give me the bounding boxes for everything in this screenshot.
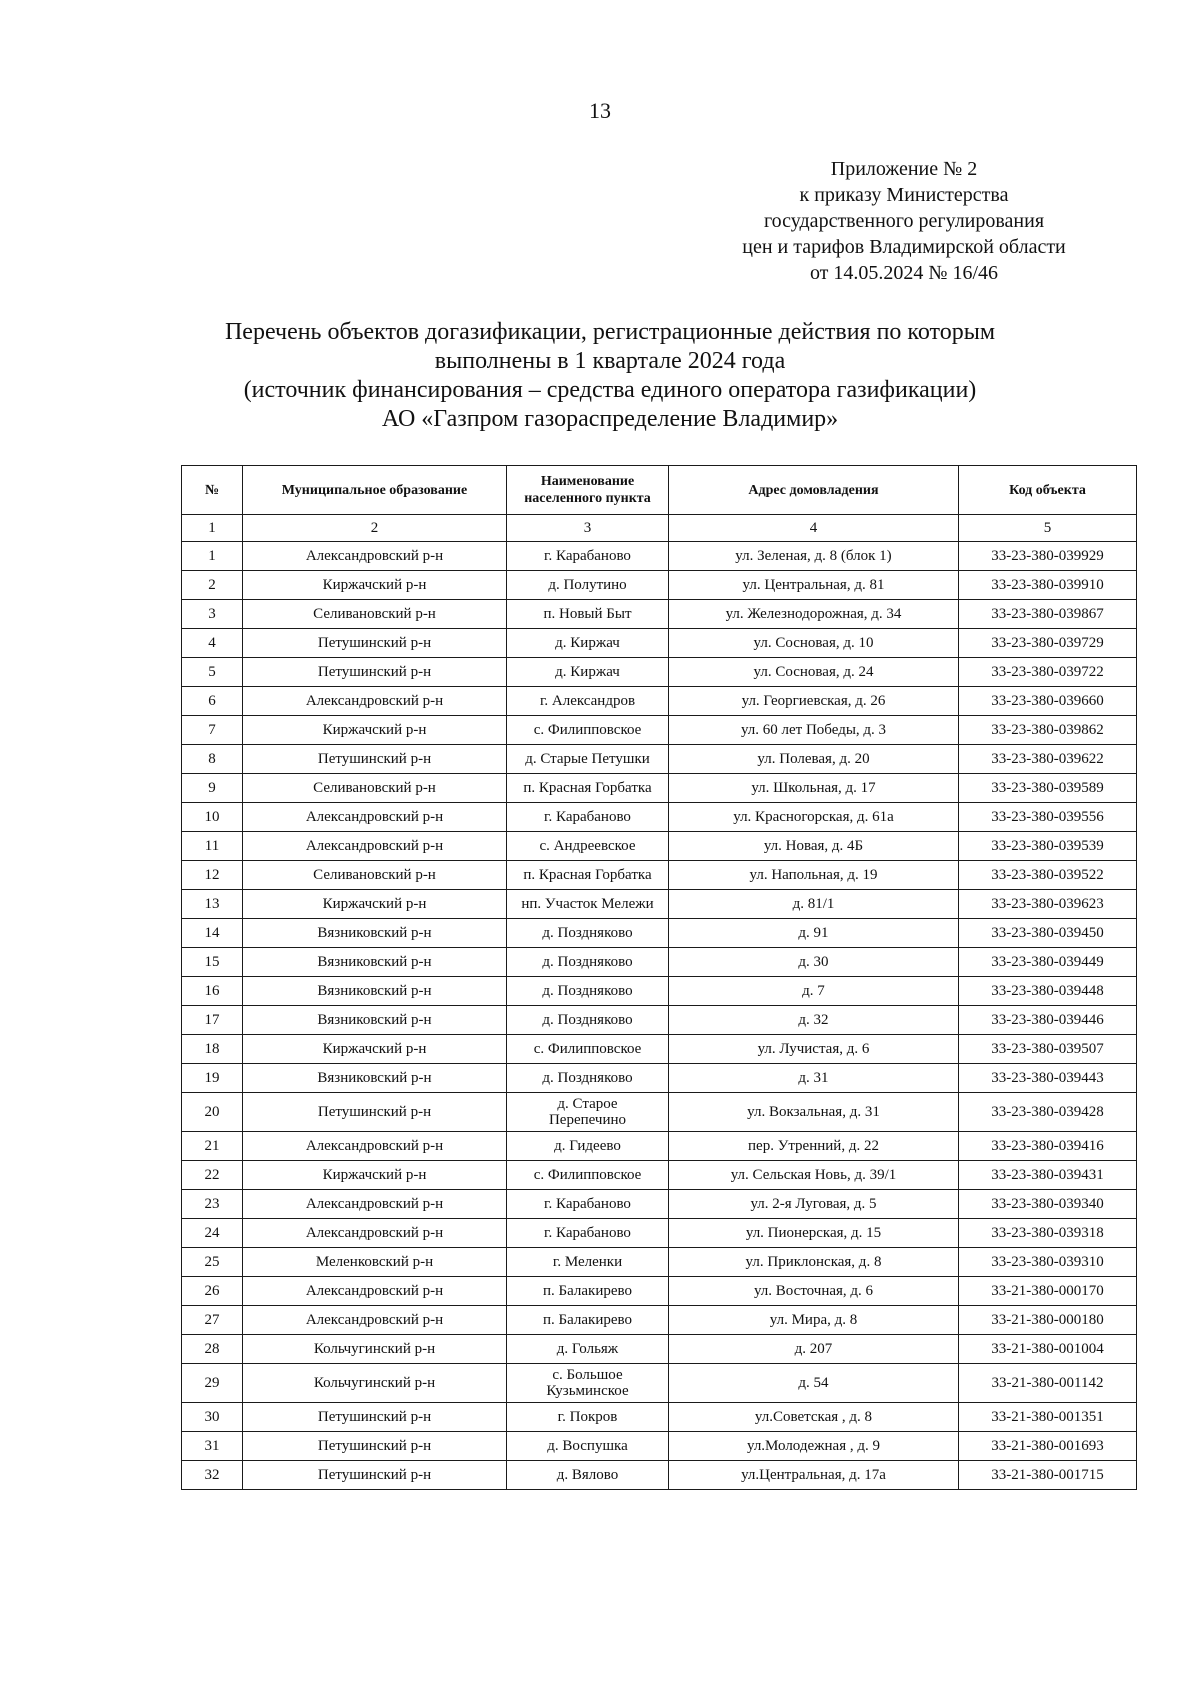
municipality-cell: Александровский р-н — [243, 1219, 507, 1248]
object-code-cell: 33-23-380-039416 — [959, 1132, 1137, 1161]
address-cell: ул. Восточная, д. 6 — [669, 1277, 959, 1306]
address-cell: ул. Сельская Новь, д. 39/1 — [669, 1161, 959, 1190]
settlement-cell: д. Старые Петушки — [507, 745, 669, 774]
object-code-cell: 33-21-380-000170 — [959, 1277, 1137, 1306]
row-number-cell: 6 — [182, 687, 243, 716]
table-row — [182, 774, 1137, 803]
table-row — [182, 658, 1137, 687]
row-number-cell: 1 — [182, 542, 243, 571]
settlement-cell: д. Поздняково — [507, 919, 669, 948]
object-code-cell: 33-23-380-039862 — [959, 716, 1137, 745]
settlement-cell: п. Новый Быт — [507, 600, 669, 629]
address-cell: ул. 60 лет Победы, д. 3 — [669, 716, 959, 745]
table-row — [182, 716, 1137, 745]
settlement-cell: д. Гидеево — [507, 1132, 669, 1161]
object-code-cell: 33-23-380-039431 — [959, 1161, 1137, 1190]
settlement-cell: д. Поздняково — [507, 977, 669, 1006]
table-row — [182, 1277, 1137, 1306]
municipality-cell: Александровский р-н — [243, 687, 507, 716]
municipality-cell: Петушинский р-н — [243, 1461, 507, 1490]
object-code-cell: 33-23-380-039450 — [959, 919, 1137, 948]
municipality-cell: Александровский р-н — [243, 1277, 507, 1306]
row-number-cell: 29 — [182, 1364, 243, 1403]
object-code-cell: 33-23-380-039660 — [959, 687, 1137, 716]
municipality-cell: Киржачский р-н — [243, 1161, 507, 1190]
address-cell: ул. Сосновая, д. 24 — [669, 658, 959, 687]
address-cell: д. 31 — [669, 1064, 959, 1093]
row-number-cell: 26 — [182, 1277, 243, 1306]
object-code-cell: 33-21-380-001004 — [959, 1335, 1137, 1364]
address-cell: ул. Железнодорожная, д. 34 — [669, 600, 959, 629]
address-cell: д. 54 — [669, 1364, 959, 1403]
row-number-cell: 19 — [182, 1064, 243, 1093]
appendix-line: Приложение № 2 — [830, 158, 978, 180]
row-number-cell: 16 — [182, 977, 243, 1006]
municipality-cell: Петушинский р-н — [243, 629, 507, 658]
address-cell: д. 81/1 — [669, 890, 959, 919]
municipality-cell: Александровский р-н — [243, 803, 507, 832]
settlement-cell: д. Поздняково — [507, 1064, 669, 1093]
address-cell: ул.Молодежная , д. 9 — [669, 1432, 959, 1461]
municipality-cell: Александровский р-н — [243, 832, 507, 861]
row-number-cell: 10 — [182, 803, 243, 832]
municipality-cell: Вязниковский р-н — [243, 977, 507, 1006]
table-row — [182, 1132, 1137, 1161]
address-cell: ул. Новая, д. 4Б — [669, 832, 959, 861]
row-number-cell: 17 — [182, 1006, 243, 1035]
municipality-cell: Петушинский р-н — [243, 658, 507, 687]
row-number-cell: 20 — [182, 1093, 243, 1132]
municipality-cell: Киржачский р-н — [243, 571, 507, 600]
municipality-cell: Петушинский р-н — [243, 745, 507, 774]
title-line: АО «Газпром газораспределение Владимир» — [381, 406, 839, 432]
municipality-cell: Вязниковский р-н — [243, 1006, 507, 1035]
municipality-cell: Киржачский р-н — [243, 1035, 507, 1064]
object-code-cell: 33-23-380-039622 — [959, 745, 1137, 774]
row-number-cell: 15 — [182, 948, 243, 977]
column-number: 1 — [182, 515, 243, 542]
address-cell: ул. Зеленая, д. 8 (блок 1) — [669, 542, 959, 571]
settlement-cell: д. Киржач — [507, 658, 669, 687]
document-title — [180, 318, 1040, 434]
column-number: 2 — [243, 515, 507, 542]
header-settlement: Наименование населенного пункта — [507, 466, 669, 515]
municipality-cell: Вязниковский р-н — [243, 919, 507, 948]
settlement-cell: г. Карабаново — [507, 542, 669, 571]
municipality-cell: Александровский р-н — [243, 1132, 507, 1161]
object-code-cell: 33-23-380-039522 — [959, 861, 1137, 890]
address-cell: ул. Лучистая, д. 6 — [669, 1035, 959, 1064]
table-row — [182, 1006, 1137, 1035]
address-cell: ул. 2-я Луговая, д. 5 — [669, 1190, 959, 1219]
row-number-cell: 8 — [182, 745, 243, 774]
settlement-cell: д. Воспушка — [507, 1432, 669, 1461]
table-body — [182, 542, 1137, 1490]
settlement-cell: д. Старое Перепечино — [507, 1093, 669, 1132]
row-number-cell: 22 — [182, 1161, 243, 1190]
row-number-cell: 25 — [182, 1248, 243, 1277]
address-cell: ул.Советская , д. 8 — [669, 1403, 959, 1432]
row-number-cell: 7 — [182, 716, 243, 745]
settlement-cell: нп. Участок Мележи — [507, 890, 669, 919]
table-row — [182, 1364, 1137, 1403]
address-cell: ул. Школьная, д. 17 — [669, 774, 959, 803]
column-number: 4 — [669, 515, 959, 542]
settlement-cell: д. Киржач — [507, 629, 669, 658]
object-code-cell: 33-23-380-039589 — [959, 774, 1137, 803]
table-row — [182, 745, 1137, 774]
title-line: (источник финансирования – средства единого оператора газификации) — [243, 377, 977, 403]
table-row — [182, 1461, 1137, 1490]
municipality-cell: Петушинский р-н — [243, 1432, 507, 1461]
row-number-cell: 5 — [182, 658, 243, 687]
settlement-cell: г. Карабаново — [507, 1219, 669, 1248]
municipality-cell: Петушинский р-н — [243, 1403, 507, 1432]
title-line: выполнены в 1 квартале 2024 года — [434, 348, 786, 374]
object-code-cell: 33-23-380-039556 — [959, 803, 1137, 832]
object-code-cell: 33-23-380-039318 — [959, 1219, 1137, 1248]
settlement-cell: д. Поздняково — [507, 1006, 669, 1035]
table-row — [182, 1035, 1137, 1064]
row-number-cell: 32 — [182, 1461, 243, 1490]
object-code-cell: 33-23-380-039929 — [959, 542, 1137, 571]
settlement-cell: г. Александров — [507, 687, 669, 716]
settlement-cell: д. Поздняково — [507, 948, 669, 977]
municipality-cell: Александровский р-н — [243, 1190, 507, 1219]
table-row — [182, 919, 1137, 948]
appendix-line: цен и тарифов Владимирской области — [742, 236, 1066, 258]
object-code-cell: 33-23-380-039340 — [959, 1190, 1137, 1219]
address-cell: д. 32 — [669, 1006, 959, 1035]
appendix-line: государственного регулирования — [763, 210, 1045, 232]
municipality-cell: Кольчугинский р-н — [243, 1335, 507, 1364]
object-code-cell: 33-23-380-039428 — [959, 1093, 1137, 1132]
address-cell: пер. Утренний, д. 22 — [669, 1132, 959, 1161]
municipality-cell: Селивановский р-н — [243, 774, 507, 803]
row-number-cell: 24 — [182, 1219, 243, 1248]
settlement-cell: п. Красная Горбатка — [507, 861, 669, 890]
table-row — [182, 1335, 1137, 1364]
address-cell: д. 30 — [669, 948, 959, 977]
table-row — [182, 1219, 1137, 1248]
settlement-cell: с. Филипповское — [507, 1035, 669, 1064]
address-cell: д. 207 — [669, 1335, 959, 1364]
table-row — [182, 600, 1137, 629]
settlement-cell: с. Андреевское — [507, 832, 669, 861]
address-cell: ул. Красногорская, д. 61а — [669, 803, 959, 832]
row-number-cell: 27 — [182, 1306, 243, 1335]
row-number-cell: 3 — [182, 600, 243, 629]
address-cell: ул. Пионерская, д. 15 — [669, 1219, 959, 1248]
object-code-cell: 33-23-380-039443 — [959, 1064, 1137, 1093]
address-cell: ул. Приклонская, д. 8 — [669, 1248, 959, 1277]
settlement-cell: с. Филипповское — [507, 716, 669, 745]
settlement-cell: г. Карабаново — [507, 1190, 669, 1219]
table-row — [182, 1161, 1137, 1190]
object-code-cell: 33-23-380-039539 — [959, 832, 1137, 861]
settlement-cell: г. Карабаново — [507, 803, 669, 832]
header-object-code: Код объекта — [959, 466, 1137, 515]
row-number-cell: 30 — [182, 1403, 243, 1432]
table-row — [182, 1403, 1137, 1432]
object-code-cell: 33-23-380-039910 — [959, 571, 1137, 600]
table-row — [182, 803, 1137, 832]
table-row — [182, 1190, 1137, 1219]
settlement-cell: д. Гольяж — [507, 1335, 669, 1364]
object-code-cell: 33-23-380-039729 — [959, 629, 1137, 658]
row-number-cell: 12 — [182, 861, 243, 890]
row-number-cell: 14 — [182, 919, 243, 948]
objects-table — [181, 465, 1137, 1490]
object-code-cell: 33-21-380-000180 — [959, 1306, 1137, 1335]
municipality-cell: Вязниковский р-н — [243, 948, 507, 977]
address-cell: ул. Напольная, д. 19 — [669, 861, 959, 890]
address-cell: ул. Сосновая, д. 10 — [669, 629, 959, 658]
row-number-cell: 21 — [182, 1132, 243, 1161]
row-number-cell: 9 — [182, 774, 243, 803]
table-row — [182, 571, 1137, 600]
object-code-cell: 33-21-380-001142 — [959, 1364, 1137, 1403]
table-row — [182, 629, 1137, 658]
page-number: 13 — [589, 98, 611, 123]
municipality-cell: Александровский р-н — [243, 542, 507, 571]
settlement-cell: п. Балакирево — [507, 1306, 669, 1335]
table-row — [182, 861, 1137, 890]
row-number-cell: 28 — [182, 1335, 243, 1364]
object-code-cell: 33-23-380-039722 — [959, 658, 1137, 687]
row-number-cell: 11 — [182, 832, 243, 861]
object-code-cell: 33-23-380-039310 — [959, 1248, 1137, 1277]
table-row — [182, 1248, 1137, 1277]
table-row — [182, 1093, 1137, 1132]
object-code-cell: 33-23-380-039448 — [959, 977, 1137, 1006]
object-code-cell: 33-21-380-001351 — [959, 1403, 1137, 1432]
row-number-cell: 13 — [182, 890, 243, 919]
row-number-cell: 4 — [182, 629, 243, 658]
appendix-block — [694, 156, 1114, 286]
address-cell: ул. Георгиевская, д. 26 — [669, 687, 959, 716]
settlement-cell: с. Филипповское — [507, 1161, 669, 1190]
object-code-cell: 33-23-380-039449 — [959, 948, 1137, 977]
object-code-cell: 33-23-380-039623 — [959, 890, 1137, 919]
object-code-cell: 33-23-380-039446 — [959, 1006, 1137, 1035]
municipality-cell: Александровский р-н — [243, 1306, 507, 1335]
settlement-cell: г. Меленки — [507, 1248, 669, 1277]
title-line: Перечень объектов догазификации, регистрационные действия по которым — [224, 319, 996, 345]
object-code-cell: 33-23-380-039867 — [959, 600, 1137, 629]
row-number-cell: 2 — [182, 571, 243, 600]
municipality-cell: Селивановский р-н — [243, 600, 507, 629]
table-row — [182, 948, 1137, 977]
address-cell: ул. Полевая, д. 20 — [669, 745, 959, 774]
table-header-row — [182, 466, 1137, 515]
municipality-cell: Киржачский р-н — [243, 890, 507, 919]
settlement-cell: д. Вялово — [507, 1461, 669, 1490]
header-address: Адрес домовладения — [669, 466, 959, 515]
table-row — [182, 1432, 1137, 1461]
address-cell: д. 7 — [669, 977, 959, 1006]
header-number: № — [182, 466, 243, 515]
settlement-cell: п. Красная Горбатка — [507, 774, 669, 803]
municipality-cell: Киржачский р-н — [243, 716, 507, 745]
settlement-cell: д. Полутино — [507, 571, 669, 600]
column-number: 5 — [959, 515, 1137, 542]
column-number: 3 — [507, 515, 669, 542]
address-cell: д. 91 — [669, 919, 959, 948]
municipality-cell: Селивановский р-н — [243, 861, 507, 890]
appendix-line: к приказу Министерства — [799, 184, 1009, 206]
object-code-cell: 33-21-380-001715 — [959, 1461, 1137, 1490]
table-row — [182, 542, 1137, 571]
table-row — [182, 687, 1137, 716]
settlement-cell: с. Большое Кузьминское — [507, 1364, 669, 1403]
table-row — [182, 832, 1137, 861]
table-row — [182, 1064, 1137, 1093]
table-row — [182, 1306, 1137, 1335]
object-code-cell: 33-23-380-039507 — [959, 1035, 1137, 1064]
row-number-cell: 18 — [182, 1035, 243, 1064]
address-cell: ул.Центральная, д. 17а — [669, 1461, 959, 1490]
address-cell: ул. Центральная, д. 81 — [669, 571, 959, 600]
header-municipality: Муниципальное образование — [243, 466, 507, 515]
appendix-line: от 14.05.2024 № 16/46 — [809, 262, 999, 284]
municipality-cell: Петушинский р-н — [243, 1093, 507, 1132]
table-row — [182, 977, 1137, 1006]
address-cell: ул. Мира, д. 8 — [669, 1306, 959, 1335]
municipality-cell: Вязниковский р-н — [243, 1064, 507, 1093]
municipality-cell: Меленковский р-н — [243, 1248, 507, 1277]
settlement-cell: п. Балакирево — [507, 1277, 669, 1306]
row-number-cell: 31 — [182, 1432, 243, 1461]
object-code-cell: 33-21-380-001693 — [959, 1432, 1137, 1461]
row-number-cell: 23 — [182, 1190, 243, 1219]
municipality-cell: Кольчугинский р-н — [243, 1364, 507, 1403]
settlement-cell: г. Покров — [507, 1403, 669, 1432]
address-cell: ул. Вокзальная, д. 31 — [669, 1093, 959, 1132]
table-row — [182, 890, 1137, 919]
column-numbers-row — [182, 515, 1137, 542]
